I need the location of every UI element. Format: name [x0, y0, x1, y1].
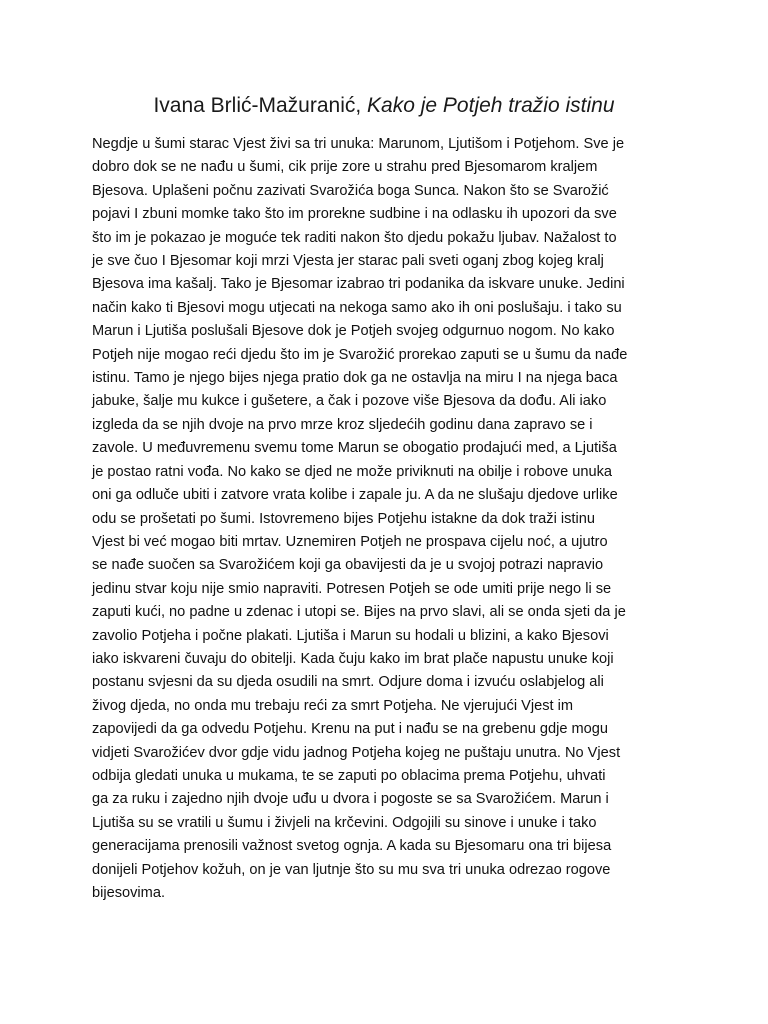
text-line: živog djeda, no onda mu trebaju reći za smrt Potjeha. Ne vjerujući Vjest im — [92, 697, 574, 714]
text-line: pojavi I zbuni momke tako što im prorekne sudbine i na odlasku ih upozori da sve — [92, 206, 617, 223]
text-line: Negdje u šumi starac Vjest živi sa tri unuka: Marunom, Ljutišom i Potjehom. Sve je — [92, 136, 625, 152]
text-line: postanu svjesni da su djeda osudili na smrt. Odjure doma i izvuću oslabjelog ali — [92, 674, 604, 691]
title-author: Ivana Brlić-Mažuranić, — [153, 94, 368, 117]
text-line: oni ga odluče ubiti i zatvore vrata kolibe i zapale ju. A da ne slušaju djedove urlike — [92, 487, 618, 504]
text-line: Bjesova ima kašalj. Tako je Bjesomar izabrao tri podanika da iskvare unuke. Jedini — [92, 276, 625, 293]
text-line: je sve čuo I Bjesomar koji mrzi Vjesta jer starac pali sveti oganj zbog kojeg kralj — [92, 253, 604, 270]
text-line: odbija gledati unuka u mukama, te se zaputi po oblacima prema Potjehu, uhvati — [92, 767, 606, 784]
text-line: iako iskvareni čuvaju do obitelji. Kada čuju kako im brat plače napustu unuke koji — [92, 650, 614, 667]
text-line: bijesovima. — [92, 885, 165, 901]
text-line: zavolio Potjeha i počne plakati. Ljutiša i Marun su hodali u blizini, a kako Bjesovi — [92, 627, 609, 644]
text-line: zaputi kući, no padne u zdenac i utopi se. Bijes na prvo slavi, ali se onda sjeti da je — [92, 604, 626, 621]
text-line: Ljutiša su se vratili u šumu i živjeli na krčevini. Odgojili su sinove i unuke i tako — [92, 814, 597, 831]
text-line: ga za ruku i zajedno njih dvoje uđu u dvora i pogoste se sa Svarožićem. Marun i — [92, 791, 609, 808]
text-line: jabuke, šalje mu kukce i gušetere, a čak i pozove više Bjesova da dođu. Ali iako — [92, 393, 607, 410]
text-line: Vjest bi već mogao biti mrtav. Uznemiren Potjeh ne prospava cijelu noć, a ujutro — [92, 533, 608, 550]
text-line: način kako ti Bjesovi mogu utjecati na nekoga samo ako ih oni poslušaju. i tako su — [92, 299, 622, 316]
body-paragraph — [92, 133, 692, 905]
text-line: dobro dok se ne nađu u šumi, cik prije zore u strahu pred Bjesomarom kraljem — [92, 159, 598, 176]
text-line: jedinu stvar koju nije smio napraviti. Potresen Potjeh se ode umiti prije nego li se — [92, 580, 612, 597]
text-line: Bjesova. Uplašeni počnu zazivati Svarožića boga Sunca. Nakon što se Svarožić — [92, 182, 609, 199]
text-line: Marun i Ljutiša poslušali Bjesove dok je Potjeh svojeg odgurnuo nogom. No kako — [92, 323, 615, 340]
text-line: zavole. U međuvremenu svemu tome Marun se obogatio prodajući med, a Ljutiša — [92, 440, 617, 457]
text-line: istinu. Tamo je njego bijes njega pratio dok ga ne ostavlja na miru I na njega baca — [92, 370, 618, 387]
text-line: Potjeh nije mogao reći djedu što im je Svarožić prorekao zaputi se u šumu da nađe — [92, 346, 628, 363]
text-line: je postao ratni vođa. No kako se djed ne može priviknuti na obilje i robove unuka — [92, 463, 613, 480]
text-line: što im je pokazao je moguće tek raditi nakon što djedu pokažu ljubav. Nažalost to — [92, 229, 617, 246]
text-line: vidjeti Svarožićev dvor gdje vidu jadnog Potjeha kojeg ne puštaju unutra. No Vjest — [92, 744, 621, 761]
text-line: izgleda da se njih dvoje na prvo mrze kroz sljedećih godinu dana zapravo se i — [92, 416, 593, 433]
title-work: Kako je Potjeh tražio istinu — [367, 94, 615, 117]
text-line: se nađe suočen sa Svarožićem koji ga obavijesti da je u svojoj potrazi napravio — [92, 557, 604, 574]
page-title — [0, 92, 768, 120]
text-line: donijeli Potjehov kožuh, on je van ljutnje što su mu sva tri unuka odrezao rogove — [92, 861, 611, 878]
text-line: zapovijedi da ga odvedu Potjehu. Krenu na put i nađu se na grebenu gdje mogu — [92, 721, 609, 738]
text-line: generacijama prenosili važnost svetog ognja. A kada su Bjesomaru ona tri bijesa — [92, 838, 612, 855]
text-line: odu se prošetati po šumi. Istovremeno bijes Potjehu istakne da dok traži istinu — [92, 510, 595, 527]
